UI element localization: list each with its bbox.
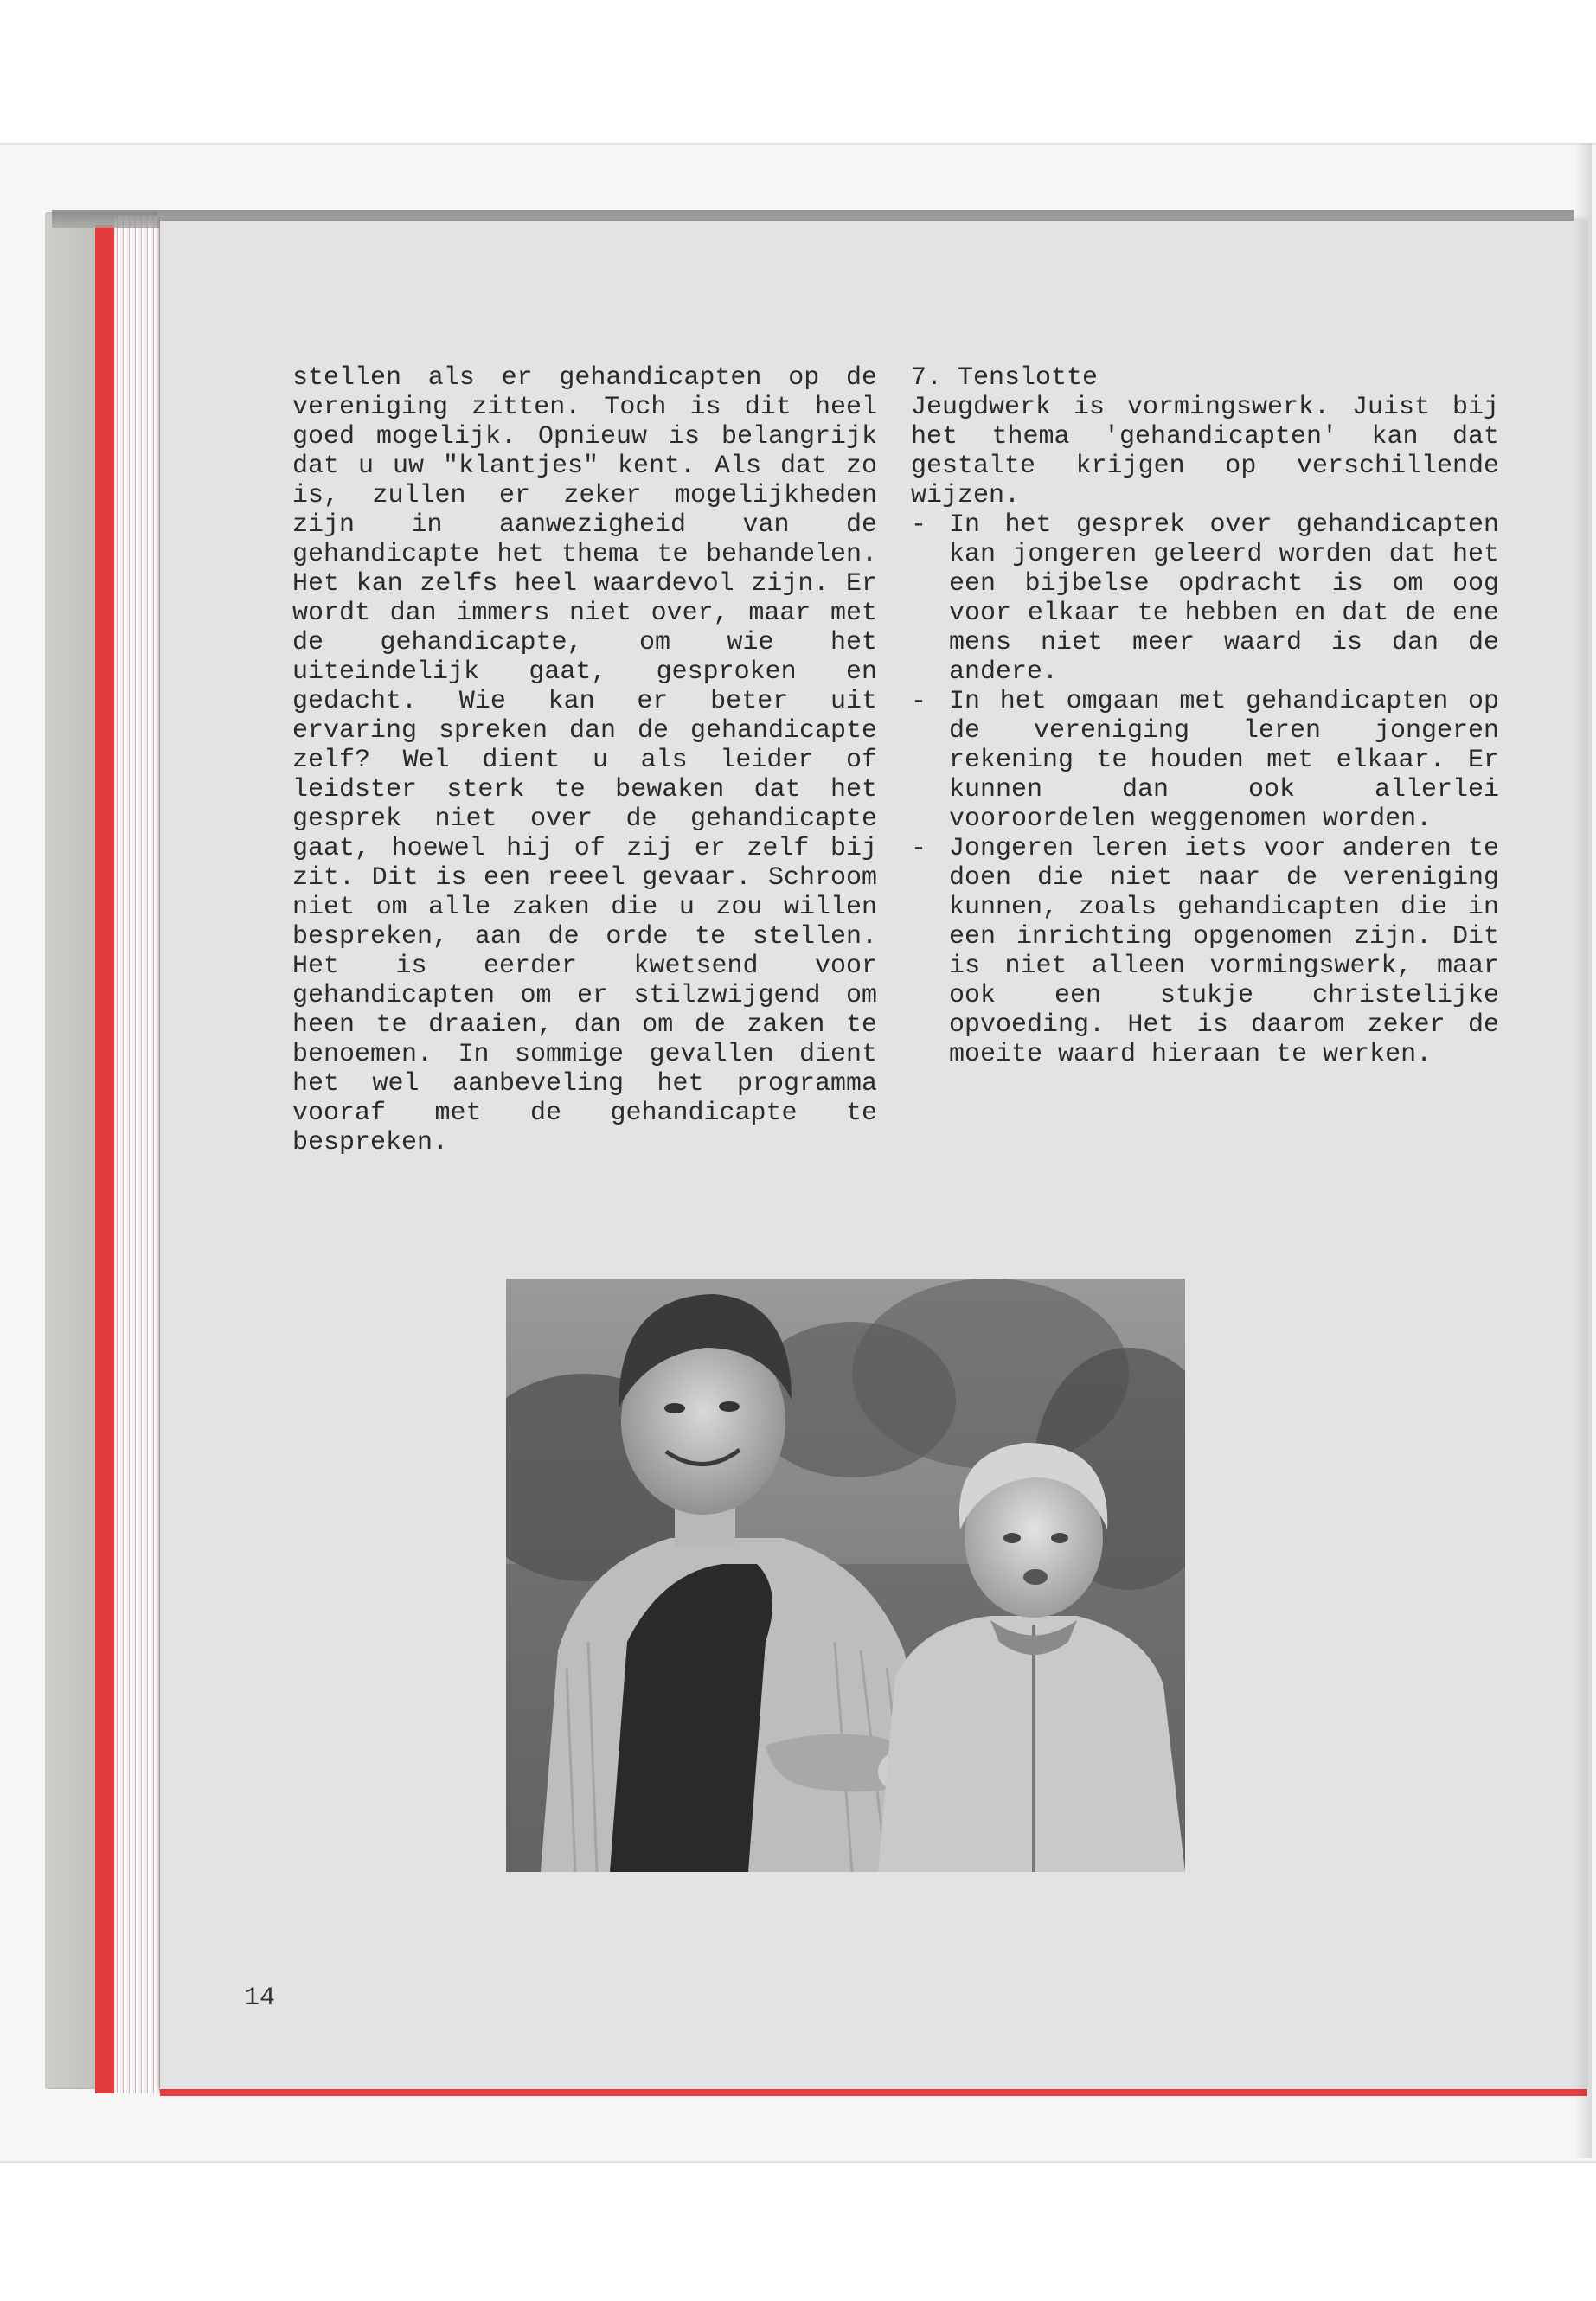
section-heading: 7. Tenslotte [911, 363, 1099, 393]
bullet-text: In het omgaan met gehandicapten op de vereniging leren jongeren rekening te houden met elkaar. Er kunnen dan ook allerlei vooroordelen weggenomen worden. [949, 687, 1499, 834]
bullet-item [911, 510, 1499, 687]
two-children-photo [506, 1279, 1185, 1872]
intro-paragraph: Jeugdwerk is vormingswerk. Juist bij het thema 'gehandicapten' kan dat gestalte krijgen op verschillende wijzen. [911, 393, 1499, 510]
bullet-dash: - [911, 834, 927, 863]
left-text-column [292, 363, 877, 1157]
bullet-dash: - [911, 510, 927, 540]
book-red-edge [95, 225, 114, 2093]
left-paragraph: stellen als er gehandicapten op de vereniging zitten. Toch is dit heel goed mogelijk. Opnieuw is belangrijk dat u uw "klantjes" kent. Als dat zo is, zullen er zeker mogelijkheden zijn in aanwezigheid van de gehandicapte het thema te behandelen. Het kan zelfs heel waardevol zijn. Er wordt dan immers niet over, maar met de gehandicapte, om wie het uiteindelijk gaat, gesproken en gedacht. Wie kan er beter uit ervaring spreken dan de gehandicapte zelf? Wel dient u als leider of leidster sterk te bewaken dat het gesprek niet over de gehandicapte gaat, hoewel hij of zij er zelf bij zit. Dit is een reeel gevaar. Schroom niet om alle zaken die u zou willen bespreken, aan de orde te stellen. Het is eerder kwetsend voor gehandicapten om er stilzwijgend om heen te draaien, dan om de zaken te benoemen. In sommige gevallen dient het wel aanbeveling het programma vooraf met de gehandicapte te bespreken. [292, 363, 877, 1157]
right-text-column [911, 363, 1499, 1069]
bullet-dash: - [911, 687, 927, 716]
photo-illustration [506, 1279, 1185, 1872]
book-page-edges [114, 216, 162, 2093]
bullet-item [911, 687, 1499, 834]
bullet-text: In het gesprek over gehandicapten kan jongeren geleerd worden dat het een bijbelse opdracht is om oog voor elkaar te hebben en dat de ene mens niet meer waard is dan de andere. [949, 510, 1499, 687]
scan-right-shadow [1574, 143, 1592, 2158]
bullet-text: Jongeren leren iets voor anderen te doen die niet naar de vereniging kunnen, zoals gehandicapten die in een inrichting opgenomen zijn. Dit is niet alleen vormingswerk, maar ook een stukje christelijke opvoeding. Het is daarom zeker de moeite waard hieraan te werken. [949, 834, 1499, 1069]
bullet-list [911, 510, 1499, 1069]
book-bottom-edge [160, 2089, 1587, 2096]
bullet-item [911, 834, 1499, 1069]
page-number: 14 [244, 1984, 276, 2013]
